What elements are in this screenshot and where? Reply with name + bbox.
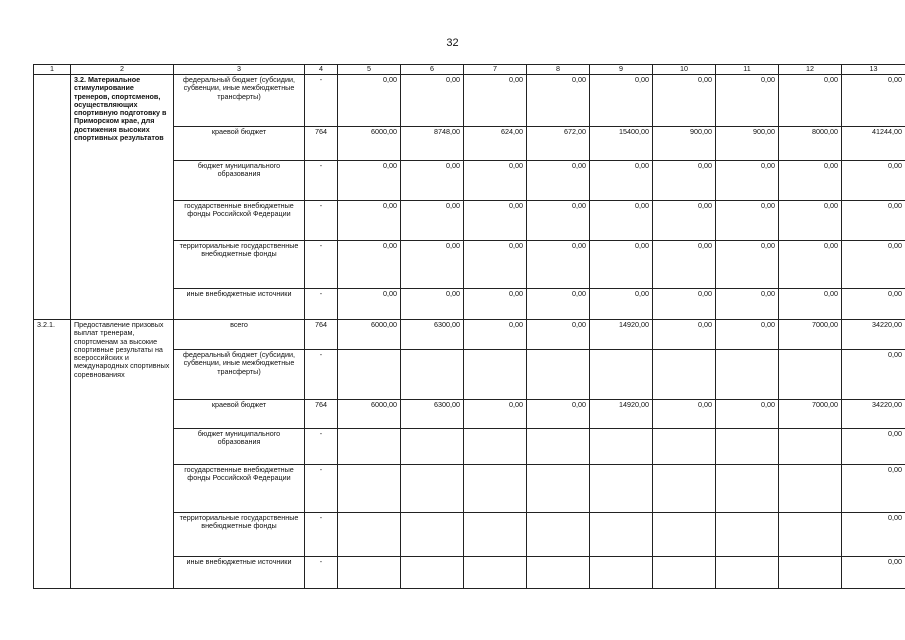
year-value: 0,00 <box>527 289 590 320</box>
funding-source: бюджет муниципального образования <box>174 161 305 201</box>
column-header: 9 <box>590 65 653 75</box>
column-header: 12 <box>779 65 842 75</box>
year-value <box>779 429 842 465</box>
year-value: 0,00 <box>338 161 401 201</box>
year-value: 0,00 <box>779 75 842 127</box>
measure-title: 3.2. Материальное стимулирование тренеров, спортсменов, осуществляющих спортивную подготовку в Приморском крае, для достижения высоких спортивных результатов <box>71 75 174 320</box>
year-value: 0,00 <box>527 161 590 201</box>
year-value: 0,00 <box>527 201 590 241</box>
table-body <box>34 75 905 589</box>
year-value: 0,00 <box>401 241 464 289</box>
measure-id <box>34 75 71 320</box>
year-value: 0,00 <box>653 201 716 241</box>
year-value <box>338 429 401 465</box>
year-value <box>527 465 590 513</box>
budget-code: - <box>305 350 338 400</box>
year-value: 7000,00 <box>779 320 842 350</box>
year-value <box>401 513 464 557</box>
year-value <box>527 429 590 465</box>
funding-source: государственные внебюджетные фонды Российской Федерации <box>174 201 305 241</box>
year-value: 0,00 <box>779 161 842 201</box>
year-value: 8000,00 <box>779 127 842 161</box>
year-value: 0,00 <box>338 75 401 127</box>
total-value: 0,00 <box>842 289 905 320</box>
year-value: 15400,00 <box>590 127 653 161</box>
year-value <box>653 429 716 465</box>
year-value: 0,00 <box>527 400 590 429</box>
year-value: 0,00 <box>401 201 464 241</box>
year-value <box>338 557 401 589</box>
year-value: 0,00 <box>401 75 464 127</box>
column-header: 10 <box>653 65 716 75</box>
year-value: 0,00 <box>338 201 401 241</box>
year-value <box>716 350 779 400</box>
year-value: 0,00 <box>716 400 779 429</box>
funding-source: краевой бюджет <box>174 400 305 429</box>
year-value: 0,00 <box>716 75 779 127</box>
year-value: 0,00 <box>653 75 716 127</box>
year-value: 14920,00 <box>590 320 653 350</box>
measure-id: 3.2.1. <box>34 320 71 589</box>
budget-code: - <box>305 513 338 557</box>
year-value <box>464 465 527 513</box>
column-header: 11 <box>716 65 779 75</box>
table-row <box>34 320 905 350</box>
budget-code: - <box>305 201 338 241</box>
year-value <box>590 513 653 557</box>
funding-source: всего <box>174 320 305 350</box>
year-value <box>590 465 653 513</box>
year-value: 0,00 <box>590 289 653 320</box>
header-row <box>34 65 905 75</box>
year-value: 0,00 <box>590 201 653 241</box>
funding-source: государственные внебюджетные фонды Российской Федерации <box>174 465 305 513</box>
total-value: 0,00 <box>842 161 905 201</box>
budget-code: - <box>305 465 338 513</box>
year-value: 6300,00 <box>401 400 464 429</box>
column-header: 6 <box>401 65 464 75</box>
budget-code: 764 <box>305 400 338 429</box>
page-number: 32 <box>446 37 459 49</box>
year-value <box>338 513 401 557</box>
total-value: 41244,00 <box>842 127 905 161</box>
year-value: 6000,00 <box>338 400 401 429</box>
column-header: 1 <box>34 65 71 75</box>
column-header: 4 <box>305 65 338 75</box>
year-value: 0,00 <box>527 320 590 350</box>
year-value: 0,00 <box>653 289 716 320</box>
year-value <box>527 350 590 400</box>
budget-code: - <box>305 289 338 320</box>
year-value: 6000,00 <box>338 320 401 350</box>
year-value <box>464 429 527 465</box>
year-value: 0,00 <box>464 320 527 350</box>
year-value: 0,00 <box>464 201 527 241</box>
year-value: 0,00 <box>338 289 401 320</box>
column-header: 8 <box>527 65 590 75</box>
year-value: 0,00 <box>590 241 653 289</box>
year-value <box>653 465 716 513</box>
year-value <box>338 465 401 513</box>
year-value: 0,00 <box>527 241 590 289</box>
year-value <box>464 513 527 557</box>
year-value: 0,00 <box>464 241 527 289</box>
funding-source: территориальные государственные внебюджетные фонды <box>174 241 305 289</box>
column-header: 3 <box>174 65 305 75</box>
year-value: 0,00 <box>779 289 842 320</box>
total-value: 34220,00 <box>842 400 905 429</box>
year-value: 7000,00 <box>779 400 842 429</box>
year-value <box>338 350 401 400</box>
year-value: 0,00 <box>338 241 401 289</box>
measure-title: Предоставление призовых выплат тренерам, спортсменам за высокие спортивные результаты на всероссийских и международных спортивных соревнованиях <box>71 320 174 589</box>
year-value <box>464 350 527 400</box>
year-value <box>716 429 779 465</box>
year-value: 0,00 <box>464 289 527 320</box>
year-value: 0,00 <box>653 161 716 201</box>
budget-code: - <box>305 557 338 589</box>
total-value: 0,00 <box>842 75 905 127</box>
funding-source: территориальные государственные внебюджетные фонды <box>174 513 305 557</box>
total-value: 0,00 <box>842 513 905 557</box>
year-value: 672,00 <box>527 127 590 161</box>
year-value: 0,00 <box>653 320 716 350</box>
year-value <box>590 557 653 589</box>
year-value: 0,00 <box>779 201 842 241</box>
column-header: 5 <box>338 65 401 75</box>
funding-source: краевой бюджет <box>174 127 305 161</box>
year-value <box>716 557 779 589</box>
funding-source: иные внебюджетные источники <box>174 289 305 320</box>
year-value <box>779 465 842 513</box>
year-value <box>401 557 464 589</box>
year-value: 0,00 <box>716 201 779 241</box>
year-value: 14920,00 <box>590 400 653 429</box>
year-value <box>653 557 716 589</box>
year-value: 0,00 <box>401 161 464 201</box>
year-value: 0,00 <box>716 320 779 350</box>
budget-code: 764 <box>305 320 338 350</box>
column-header: 2 <box>71 65 174 75</box>
year-value: 6000,00 <box>338 127 401 161</box>
budget-code: - <box>305 75 338 127</box>
funding-source: иные внебюджетные источники <box>174 557 305 589</box>
year-value: 0,00 <box>653 400 716 429</box>
year-value: 900,00 <box>716 127 779 161</box>
budget-table <box>33 64 905 589</box>
budget-code: - <box>305 429 338 465</box>
year-value: 624,00 <box>464 127 527 161</box>
budget-code: - <box>305 241 338 289</box>
year-value <box>653 350 716 400</box>
year-value: 0,00 <box>527 75 590 127</box>
year-value: 0,00 <box>464 75 527 127</box>
funding-source: федеральный бюджет (субсидии, субвенции, иные межбюджетные трансферты) <box>174 75 305 127</box>
year-value: 0,00 <box>590 75 653 127</box>
year-value: 0,00 <box>779 241 842 289</box>
year-value <box>716 513 779 557</box>
year-value: 900,00 <box>653 127 716 161</box>
column-header: 7 <box>464 65 527 75</box>
budget-code: 764 <box>305 127 338 161</box>
total-value: 0,00 <box>842 350 905 400</box>
total-value: 0,00 <box>842 429 905 465</box>
year-value <box>590 350 653 400</box>
column-header: 13 <box>842 65 905 75</box>
total-value: 34220,00 <box>842 320 905 350</box>
year-value <box>464 557 527 589</box>
year-value: 6300,00 <box>401 320 464 350</box>
funding-source: федеральный бюджет (субсидии, субвенции, иные межбюджетные трансферты) <box>174 350 305 400</box>
year-value <box>653 513 716 557</box>
total-value: 0,00 <box>842 465 905 513</box>
total-value: 0,00 <box>842 241 905 289</box>
year-value <box>401 465 464 513</box>
budget-code: - <box>305 161 338 201</box>
funding-source: бюджет муниципального образования <box>174 429 305 465</box>
year-value <box>779 513 842 557</box>
year-value: 0,00 <box>401 289 464 320</box>
year-value: 0,00 <box>716 241 779 289</box>
year-value: 0,00 <box>716 289 779 320</box>
table-row <box>34 75 905 127</box>
year-value: 0,00 <box>716 161 779 201</box>
year-value <box>401 350 464 400</box>
year-value <box>716 465 779 513</box>
total-value: 0,00 <box>842 201 905 241</box>
year-value <box>590 429 653 465</box>
year-value: 0,00 <box>464 161 527 201</box>
year-value <box>779 557 842 589</box>
year-value <box>527 557 590 589</box>
year-value <box>401 429 464 465</box>
year-value: 8748,00 <box>401 127 464 161</box>
year-value: 0,00 <box>653 241 716 289</box>
year-value: 0,00 <box>590 161 653 201</box>
year-value <box>779 350 842 400</box>
total-value: 0,00 <box>842 557 905 589</box>
year-value <box>527 513 590 557</box>
year-value: 0,00 <box>464 400 527 429</box>
